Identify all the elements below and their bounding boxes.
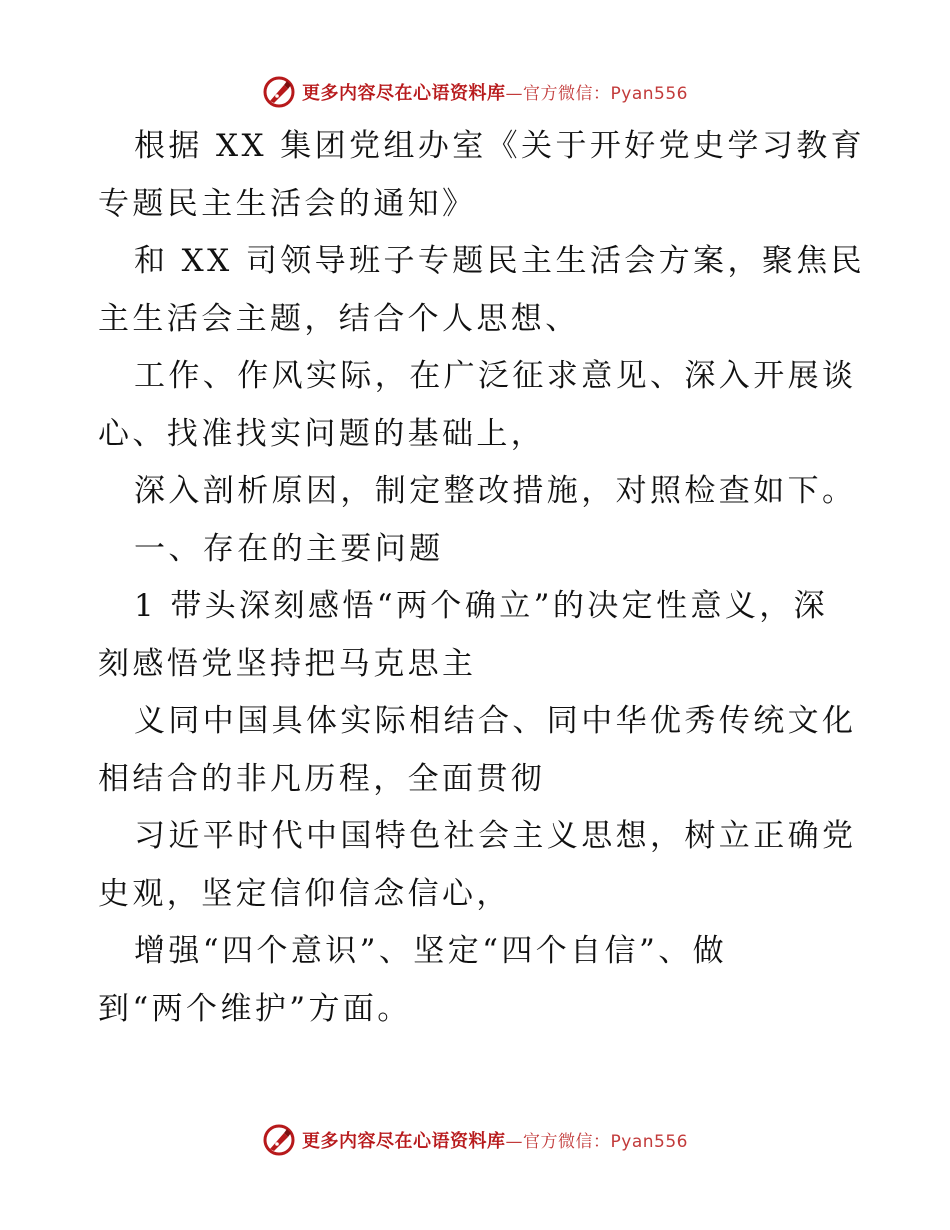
pen-nib-logo-icon — [262, 75, 296, 109]
footer-banner — [0, 1120, 950, 1160]
body-line: 工作、作风实际，在广泛征求意见、深入开展谈 — [134, 358, 857, 394]
banner-site-name: 更多内容尽在心语资料库 — [302, 83, 506, 104]
header-banner — [0, 72, 950, 112]
body-line: 增强“四个意识”、坚定“四个自信”、做 — [134, 933, 727, 969]
document-body — [98, 118, 866, 1038]
body-line: 到“两个维护”方面。 — [98, 990, 412, 1027]
body-line: 史观，坚定信仰信念信心， — [98, 875, 511, 912]
body-line: 习近平时代中国特色社会主义思想，树立正确党 — [134, 818, 857, 854]
body-line: 深入剖析原因，制定整改措施，对照检查如下。 — [134, 473, 857, 509]
banner-wechat-id: —官方微信：Pyan556 — [505, 1132, 688, 1152]
pen-nib-logo-icon — [262, 1123, 296, 1157]
body-line: 1 带头深刻感悟“两个确立”的决定性意义，深 — [134, 588, 829, 624]
body-line: 和 XX 司领导班子专题民主生活会方案，聚焦民 — [134, 243, 866, 279]
banner-wechat-id: —官方微信：Pyan556 — [505, 84, 688, 104]
body-line: 义同中国具体实际相结合、同中华优秀传统文化 — [134, 703, 857, 739]
body-line: 刻感悟党坚持把马克思主 — [98, 645, 477, 682]
banner-site-name: 更多内容尽在心语资料库 — [302, 1131, 506, 1152]
body-line: 主生活会主题，结合个人思想、 — [98, 300, 580, 337]
body-line: 心、找准找实问题的基础上， — [98, 415, 546, 452]
body-line: 专题民主生活会的通知》 — [98, 185, 477, 222]
body-line: 根据 XX 集团党组办室《关于开好党史学习教育 — [134, 128, 866, 164]
banner-text — [302, 79, 688, 105]
body-line: 相结合的非凡历程，全面贯彻 — [98, 760, 546, 797]
banner-text — [302, 1127, 688, 1153]
section-heading: 一、存在的主要问题 — [134, 530, 444, 567]
